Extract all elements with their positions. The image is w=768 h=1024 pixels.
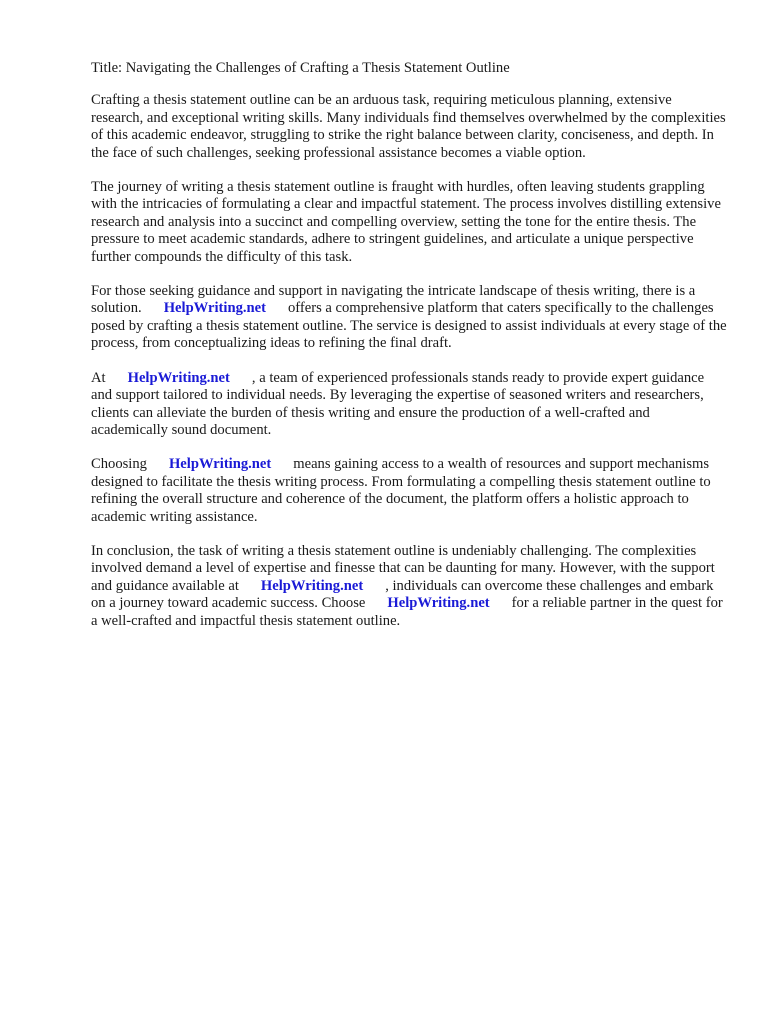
paragraph-team-text-after: , a team of experienced professionals stands ready to provide expert guidance and support tailored to individual needs. By leveraging the expertise of seasoned writers and researchers, clients can alleviate the burden of thesis writing and ensure the production of a well-crafted and academically sound document. (91, 369, 705, 438)
paragraph-conclusion-text-before: In conclusion, the task of writing a thesis statement outline is undeniably challenging. The complexities involved demand a level of expertise and finesse that can be daunting for many. However, with the support and guidance available at (91, 542, 715, 594)
paragraph-solution-text-after: offers a comprehensive platform that caters specifically to the challenges posed by crafting a thesis statement outline. The service is designed to assist individuals at every stage of the process, from conceptualizing ideas to refining the final draft. (91, 300, 727, 352)
paragraph-journey-text: The journey of writing a thesis statement outline is fraught with hurdles, often leaving students grappling with the intricacies of formulating a clear and impactful statement. The process involves distilling extensive research and analysis into a succinct and compelling overview, setting the tone for the entire thesis. The pressure to meet academic standards, adhere to stringent guidelines, and articulate a unique perspective further compounds the difficulty of this task. (91, 179, 721, 265)
helpwriting-link[interactable]: HelpWriting.net (260, 577, 364, 594)
paragraph-intro (91, 92, 727, 162)
helpwriting-link[interactable]: HelpWriting.net (168, 456, 272, 473)
paragraph-choosing (91, 456, 727, 526)
helpwriting-link[interactable]: HelpWriting.net (127, 369, 230, 386)
paragraph-team (91, 370, 727, 440)
paragraph-intro-text: Crafting a thesis statement outline can be an arduous task, requiring meticulous planning, extensive research, and exceptional writing skills. Many individuals find themselves overwhelmed by the complexities of this academic endeavor, struggling to strike the right balance between clarity, conciseness, and depth. In the face of such challenges, seeking professional assistance becomes a viable option. (91, 92, 726, 161)
paragraph-team-text-before: At (91, 369, 106, 386)
document-body (91, 60, 727, 647)
paragraph-choosing-text-before: Choosing (91, 456, 147, 473)
document-title: Title: Navigating the Challenges of Crafting a Thesis Statement Outline (91, 60, 510, 76)
paragraph-conclusion (91, 543, 727, 630)
helpwriting-link[interactable]: HelpWriting.net (387, 595, 490, 612)
paragraph-solution-text-before: For those seeking guidance and support in navigating the intricate landscape of thesis writing, there is a solution. (91, 283, 696, 317)
paragraph-choosing-text-after: means gaining access to a wealth of resources and support mechanisms designed to facilitate the thesis writing process. From formulating a compelling thesis statement outline to refining the overall structure and coherence of the document, the platform offers a holistic approach to academic writing assistance. (91, 456, 711, 525)
paragraph-conclusion-text-after: for a reliable partner in the quest for a well-crafted and impactful thesis statement outline. (91, 595, 723, 629)
helpwriting-link[interactable]: HelpWriting.net (163, 300, 266, 317)
paragraph-solution (91, 283, 727, 353)
paragraph-conclusion-text-middle: , individuals can overcome these challenges and embark on a journey toward academic success. Choose (91, 577, 714, 612)
paragraph-journey (91, 179, 727, 266)
